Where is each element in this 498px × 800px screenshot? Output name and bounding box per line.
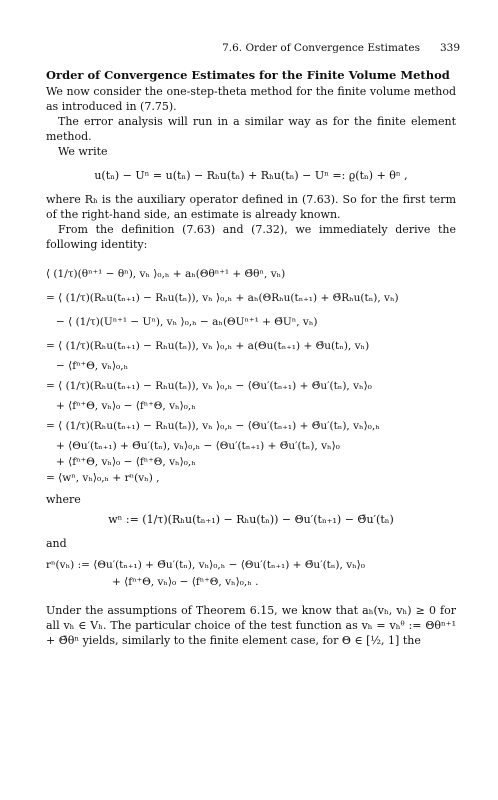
word-where: where bbox=[46, 493, 81, 506]
equation-rn-definition bbox=[46, 557, 456, 591]
page-body bbox=[46, 68, 456, 648]
identity-line: − ⟨fⁿ⁺Θ, vₕ⟩₀,ₕ bbox=[56, 360, 129, 372]
identity-line: ⟨ (1/τ)(θⁿ⁺¹ − θⁿ), vₕ ⟩₀,ₕ + aₕ(Θθⁿ⁺¹ + Θ̄θⁿ, vₕ) bbox=[46, 268, 286, 280]
paragraph-final: Under the assumptions of Theorem 6.15, we know that aₕ(vₕ, vₕ) ≥ 0 for all vₕ ∈ Vₕ. The particular choice of the test function as vₕ = vₕᶿ := Θθⁿ⁺¹ + Θ̄θⁿ yields, similarly to the finite element case, for Θ ∈ [½, 1] the bbox=[46, 604, 456, 647]
running-header bbox=[0, 42, 498, 58]
identity-line: = ⟨ (1/τ)(Rₕu(tₙ₊₁) − Rₕu(tₙ)), vₕ ⟩₀,ₕ + aₕ(ΘRₕu(tₙ₊₁) + Θ̄Rₕu(tₙ), vₕ) bbox=[46, 292, 399, 304]
equation-rn-line: + ⟨fⁿ⁺Θ, vₕ⟩₀ − ⟨fⁿ⁺Θ, vₕ⟩₀,ₕ . bbox=[112, 576, 259, 588]
identity-line: = ⟨wⁿ, vₕ⟩₀,ₕ + rⁿ(vₕ) , bbox=[46, 472, 160, 484]
paragraph-identity-intro: From the definition (7.63) and (7.32), we immediately derive the following identity: bbox=[46, 223, 456, 251]
paragraph-error-analysis: The error analysis will run in a similar way as for the finite element method. bbox=[46, 115, 456, 143]
word-and: and bbox=[46, 537, 67, 550]
equation-error-split: u(tₙ) − Uⁿ = u(tₙ) − Rₕu(tₙ) + Rₕu(tₙ) − Uⁿ =: ϱ(tₙ) + θⁿ , bbox=[94, 169, 408, 182]
page-number: 339 bbox=[439, 42, 460, 54]
identity-equation-block bbox=[46, 262, 456, 486]
paragraph-intro: We now consider the one-step-theta method for the finite volume method as introduced in (7.75). bbox=[46, 85, 456, 113]
identity-line: + ⟨fⁿ⁺Θ, vₕ⟩₀ − ⟨fⁿ⁺Θ, vₕ⟩₀,ₕ bbox=[56, 400, 196, 412]
equation-wn-definition: wⁿ := (1/τ)(Rₕu(tₙ₊₁) − Rₕu(tₙ)) − Θu′(tₙ₊₁) − Θ̄u′(tₙ) bbox=[108, 513, 394, 526]
identity-line: + ⟨fⁿ⁺Θ, vₕ⟩₀ − ⟨fⁿ⁺Θ, vₕ⟩₀,ₕ bbox=[56, 456, 196, 468]
paragraph-auxiliary-operator: where Rₕ is the auxiliary operator defined in (7.63). So for the first term of the right-hand side, an estimate is already known. bbox=[46, 193, 456, 221]
section-heading: Order of Convergence Estimates for the Finite Volume Method bbox=[46, 68, 450, 82]
identity-line: − ⟨ (1/τ)(Uⁿ⁺¹ − Uⁿ), vₕ ⟩₀,ₕ − aₕ(ΘUⁿ⁺¹ + Θ̄Uⁿ, vₕ) bbox=[56, 316, 318, 328]
paragraph-we-write: We write bbox=[58, 145, 108, 158]
header-section-title: 7.6. Order of Convergence Estimates bbox=[222, 42, 420, 54]
equation-rn-line: rⁿ(vₕ) := ⟨Θu′(tₙ₊₁) + Θ̄u′(tₙ), vₕ⟩₀,ₕ − ⟨Θu′(tₙ₊₁) + Θ̄u′(tₙ), vₕ⟩₀ bbox=[46, 559, 365, 571]
identity-line: = ⟨ (1/τ)(Rₕu(tₙ₊₁) − Rₕu(tₙ)), vₕ ⟩₀,ₕ + a(Θu(tₙ₊₁) + Θ̄u(tₙ), vₕ) bbox=[46, 340, 370, 352]
identity-line: = ⟨ (1/τ)(Rₕu(tₙ₊₁) − Rₕu(tₙ)), vₕ ⟩₀,ₕ − ⟨Θu′(tₙ₊₁) + Θ̄u′(tₙ), vₕ⟩₀,ₕ bbox=[46, 420, 380, 432]
identity-line: = ⟨ (1/τ)(Rₕu(tₙ₊₁) − Rₕu(tₙ)), vₕ ⟩₀,ₕ − ⟨Θu′(tₙ₊₁) + Θ̄u′(tₙ), vₕ⟩₀ bbox=[46, 380, 372, 392]
identity-line: + ⟨Θu′(tₙ₊₁) + Θ̄u′(tₙ), vₕ⟩₀,ₕ − ⟨Θu′(tₙ₊₁) + Θ̄u′(tₙ), vₕ⟩₀ bbox=[56, 440, 340, 452]
